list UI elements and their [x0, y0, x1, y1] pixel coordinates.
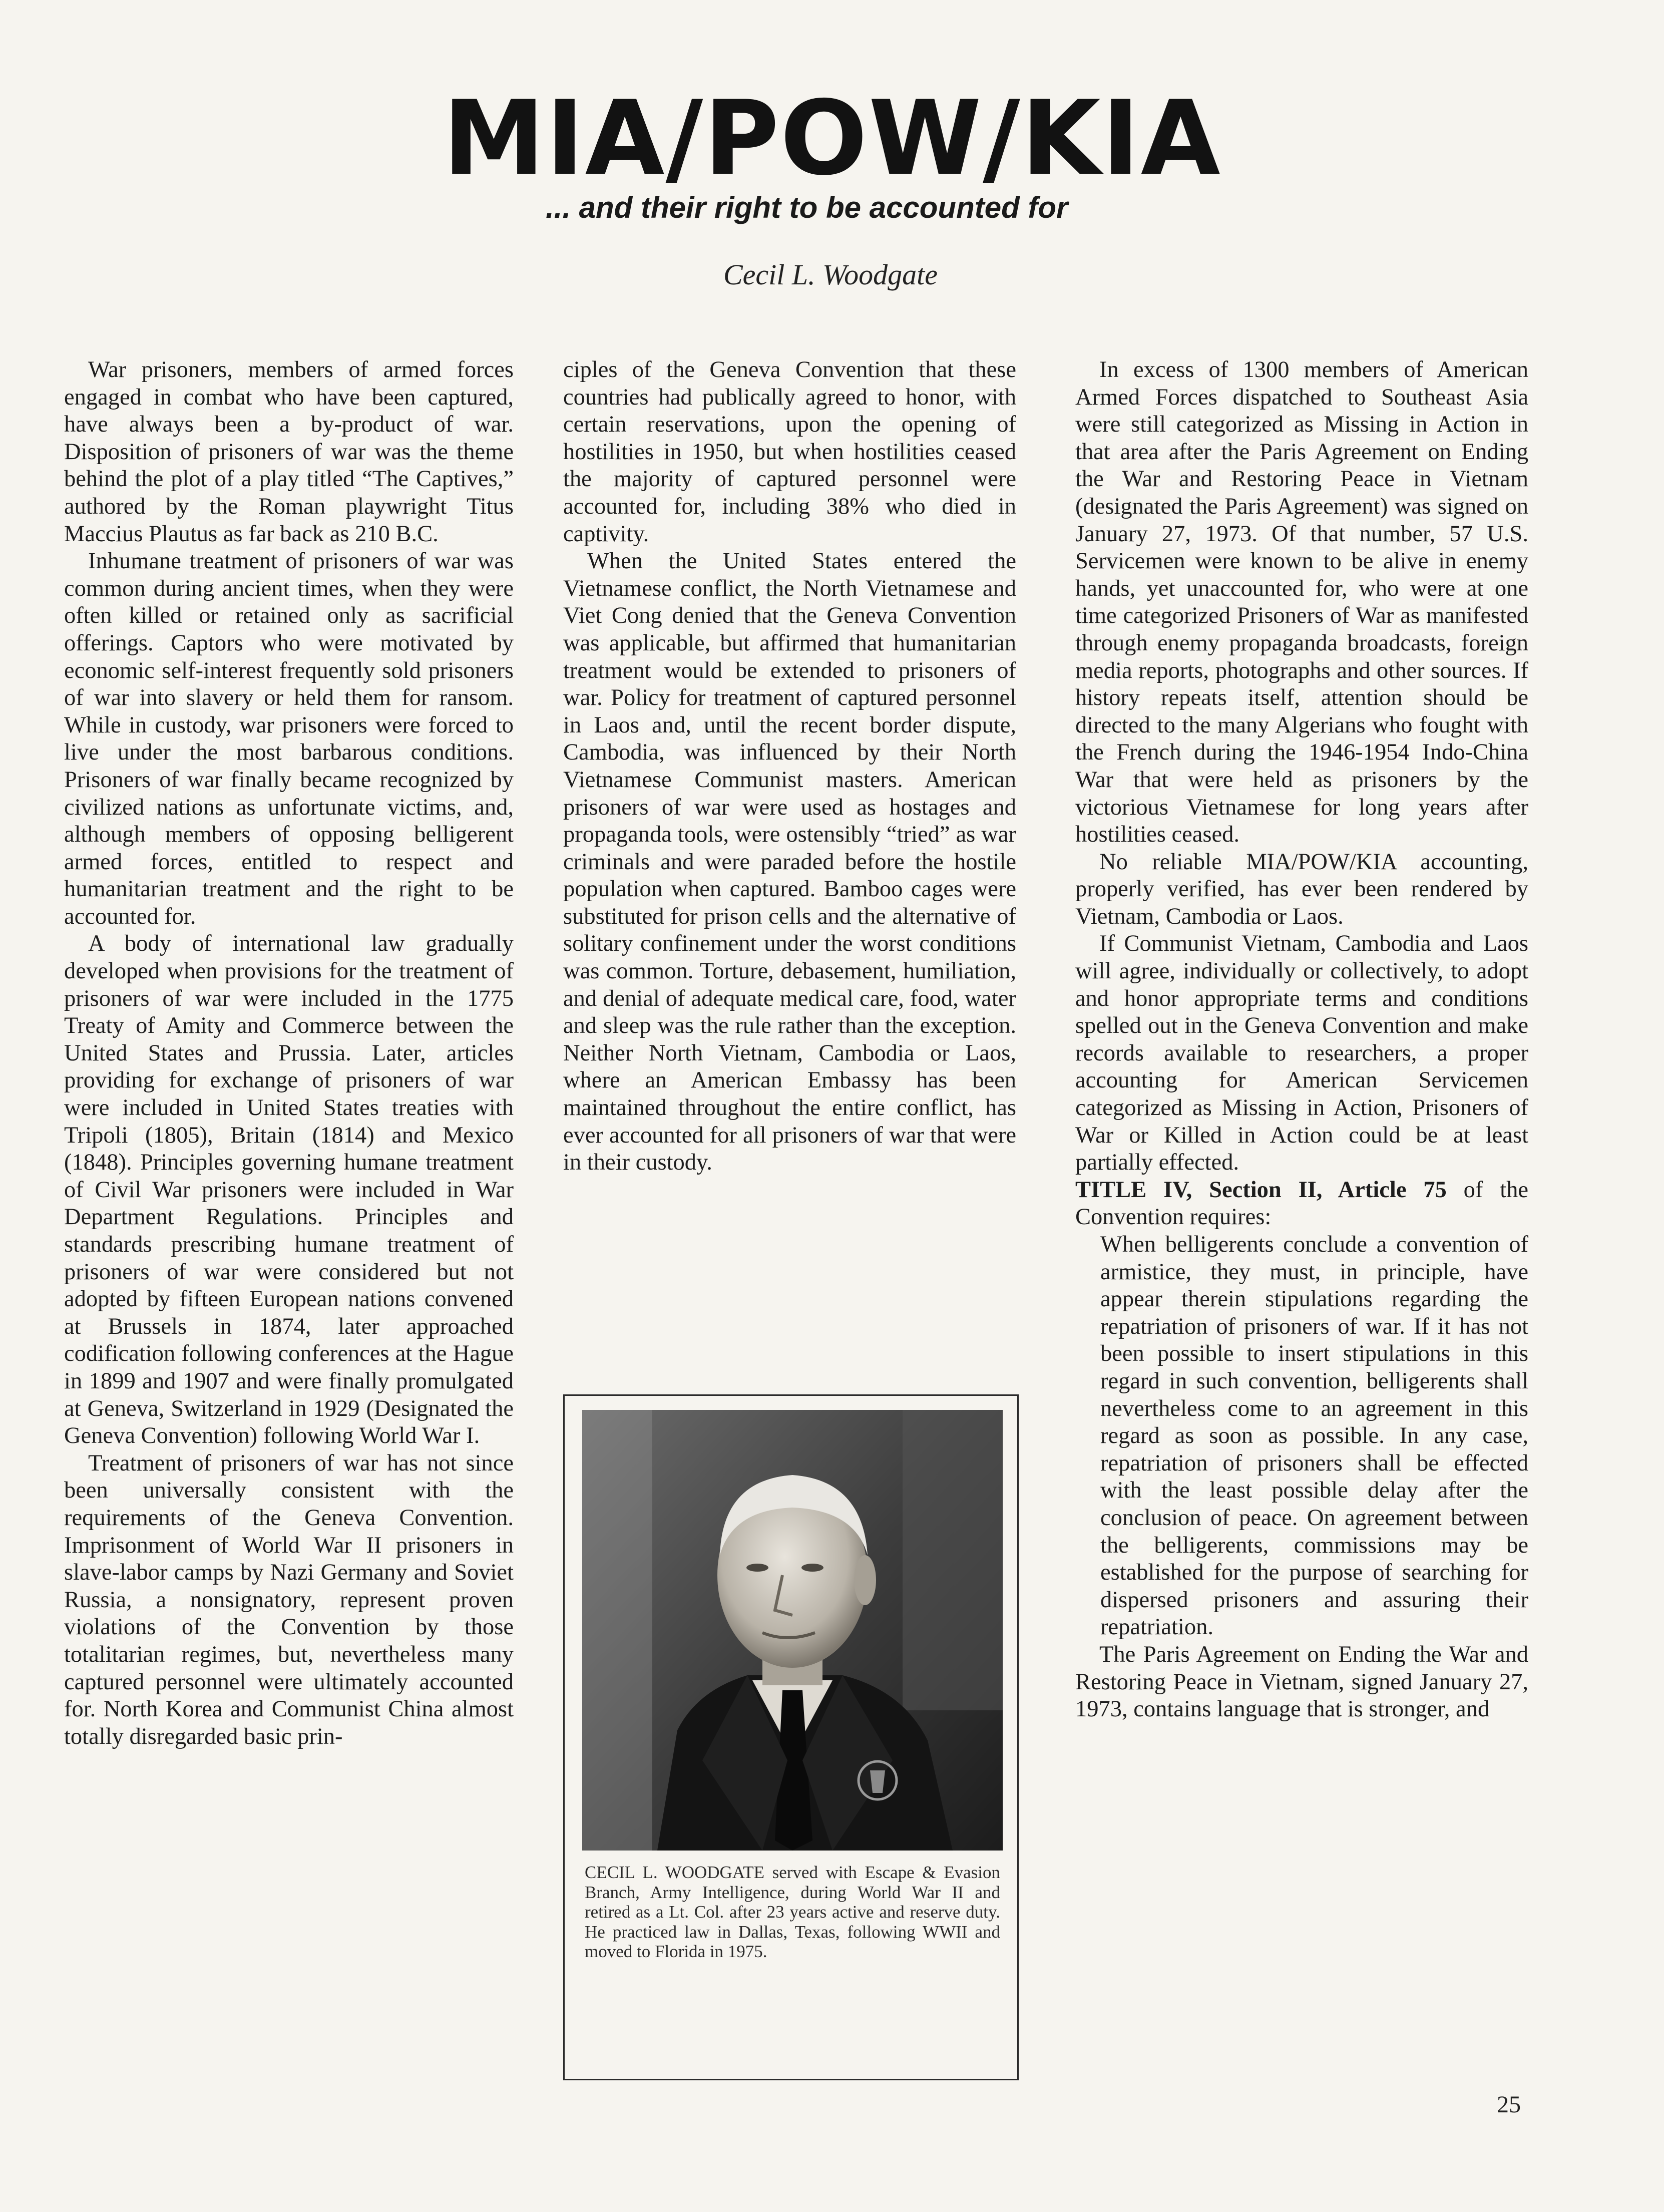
article-title: MIA/POW/KIA [443, 79, 1221, 198]
author-photo-box [563, 1394, 1019, 2080]
paragraph: ciples of the Geneva Convention that these countries had publically agreed to honor, with certain reservations, upon the opening of hostilities in 1950, but when hostilities ceased the majority of captured personnel were accounted for, including 38% who died in captivity. [563, 357, 1016, 547]
article-subtitle: ... and their right to be accounted for [546, 191, 1068, 224]
section-heading: TITLE IV, Section II, Article 75 [1075, 1177, 1447, 1203]
paragraph: If Communist Vietnam, Cambodia and Laos will agree, individually or collectively, to adopt and honor appropriate terms and conditions spelled out in the Geneva Convention and make records available to researchers, a proper accounting for American Servicemen categorized as Missing in Action, Prisoners of War or Killed in Action could be at least partially effected. [1075, 931, 1528, 1176]
text-column-3 [1075, 356, 1528, 1723]
paragraph: War prisoners, members of armed forces engaged in combat who have been captured, have always been a by-product of war. Disposition of prisoners of war was the theme behind the plot of a play titled “The Captives,” authored by the Roman playwright Titus Maccius Plautus as far back as 210 B.C. [64, 357, 514, 547]
page-number: 25 [1497, 2091, 1521, 2118]
paragraph: When the United States entered the Vietnamese conflict, the North Vietnamese and Viet Cong denied that the Geneva Convention was applicable, but affirmed that humanitarian treatment would be extended to prisoners of war. Policy for treatment of captured personnel in Laos and, until the recent border dispute, Cambodia, was influenced by their North Vietnamese Communist masters. American prisoners of war were used as hostages and propaganda tools, were ostensibly “tried” as war criminals and were paraded before the hostile population when captured. Bamboo cages were substituted for prison cells and the alternative of solitary confinement under the worst conditions was common. Torture, debasement, humiliation, and denial of adequate medical care, food, water and sleep was the rule rather than the exception. Neither North Vietnam, Cambodia or Laos, where an American Embassy has been maintained throughout the entire conflict, has ever accounted for all prisoners of war that were in their custody. [563, 548, 1016, 1176]
paragraph: Inhumane treatment of prisoners of war was common during ancient times, when they were often killed or retained only as sacrificial offerings. Captors who were motivated by economic self-interest frequently sold prisoners of war into slavery or held them for ransom. While in custody, war prisoners were forced to live under the most barbarous conditions. Prisoners of war finally became recognized by civilized nations as unfortunate victims, and, although members of opposing belligerent armed forces, entitled to respect and humanitarian treatment and the right to be accounted for. [64, 548, 514, 929]
paragraph: The Paris Agreement on Ending the War and Restoring Peace in Vietnam, signed January 27, 1973, contains language that is stronger, and [1075, 1641, 1528, 1722]
convention-quote: When belligerents conclude a convention of armistice, they must, in principle, have appear therein stipulations regarding the repatriation of prisoners of war. If it has not been possible to insert stipulations in this regard in such convention, belligerents shall nevertheless come to an agreement in this regard as soon as possible. In any case, repatriation of prisoners shall be effected with the least possible delay after the conclusion of peace. On agreement between the belligerents, commissions may be established for the purpose of searching for dispersed prisoners and assuring their repatriation. [1100, 1232, 1528, 1640]
section-tail: of the Convention requires: [1075, 1177, 1528, 1230]
paragraph: Treatment of prisoners of war has not since been universally consistent with the requirements of the Geneva Convention. Imprisonment of World War II prisoners in slave-labor camps by Nazi Germany and Soviet Russia, a nonsignatory, represent proven violations of the Convention by those totalitarian regimes, but, nevertheless many captured personnel were ultimately accounted for. North Korea and Communist China almost totally disregarded basic prin- [64, 1450, 514, 1749]
author-photo [582, 1410, 1003, 1851]
photo-caption: CECIL L. WOODGATE served with Escape & Evasion Branch, Army Intelligence, during World War II and retired as a Lt. Col. after 23 years active and reserve duty. He practiced law in Dallas, Texas, following WWII and moved to Florida in 1975. [585, 1863, 1000, 1961]
paragraph: A body of international law gradually developed when provisions for the treatment of prisoners of war were included in the 1775 Treaty of Amity and Commerce between the United States and Prussia. Later, articles providing for exchange of prisoners of war were included in United States treaties with Tripoli (1805), Britain (1814) and Mexico (1848). Principles governing humane treatment of Civil War prisoners were included in War Department Regulations. Principles and standards prescribing humane treatment of prisoners of war were considered but not adopted by fifteen European nations convened at Brussels in 1874, later approached codification following conferences at the Hague in 1899 and 1907 and were finally promulgated at Geneva, Switzerland in 1929 (Designated the Geneva Convention) following World War I. [64, 931, 514, 1449]
portrait-illustration [582, 1410, 1003, 1851]
text-column-2 [563, 356, 1016, 1177]
text-column-1 [64, 356, 514, 1750]
paragraph: In excess of 1300 members of American Armed Forces dispatched to Southeast Asia were still categorized as Missing in Action in that area after the Paris Agreement on Ending the War and Restoring Peace in Vietnam (designated the Paris Agreement) was signed on January 27, 1973. Of that number, 57 U.S. Servicemen were known to be alive in enemy hands, yet unaccounted for, who were at one time categorized Prisoners of War as manifested through enemy propaganda broadcasts, foreign media reports, photographs and other sources. If history repeats itself, attention should be directed to the many Algerians who fought with the French during the 1946-1954 Indo-China War that were held as prisoners by the victorious Vietnamese for long years after hostilities ceased. [1075, 357, 1528, 848]
paragraph: No reliable MIA/POW/KIA accounting, properly verified, has ever been rendered by Vietnam, Cambodia or Laos. [1075, 849, 1528, 929]
section-reference [1075, 1177, 1528, 1231]
author-byline: Cecil L. Woodgate [723, 258, 938, 291]
